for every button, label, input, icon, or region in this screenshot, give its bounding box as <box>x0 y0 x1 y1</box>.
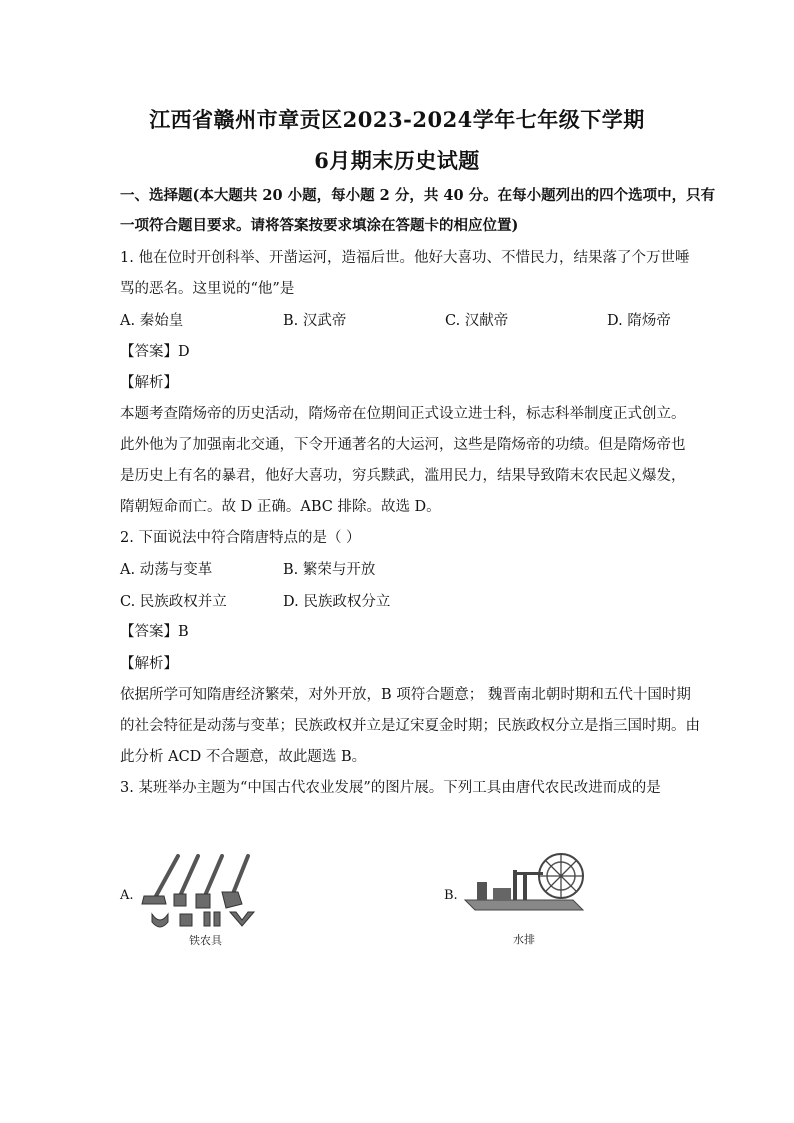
q2-option-d: D. 民族政权分立 <box>283 594 391 610</box>
q1-stem-line-2: 骂的恶名。这里说的“他”是 <box>120 281 295 297</box>
q2-analysis-label: 【解析】 <box>120 656 178 672</box>
water-bellows-image <box>463 850 587 914</box>
section-heading-line-2: 一项符合题目要求。请将答案按要求填涂在答题卡的相应位置) <box>120 217 519 234</box>
q1-analysis-label: 【解析】 <box>120 375 178 391</box>
q3-figure-a-label: A. <box>120 888 134 903</box>
q2-analysis-line: 此分析 ACD 不合题意，故此题选 B。 <box>120 749 367 765</box>
q2-analysis-line: 依据所学可知隋唐经济繁荣，对外开放，B 项符合题意； 魏晋南北朝时期和五代十国时期 <box>120 687 691 703</box>
section-heading-line-1: 一、选择题(本大题共 20 小题，每小题 2 分，共 40 分。在每小题列出的四个选项中，只有 <box>120 187 716 204</box>
q1-answer: 【答案】D <box>120 344 190 360</box>
q1-stem-line-1: 1. 他在位时开创科举、开凿运河，造福后世。他好大喜功、不惜民力，结果落了个万世唾 <box>120 250 690 266</box>
q3-stem: 3. 某班举办主题为“中国古代农业发展”的图片展。下列工具由唐代农民改进而成的是 <box>120 780 661 796</box>
q2-option-b: B. 繁荣与开放 <box>283 562 376 578</box>
q3-figure-b-label: B. <box>444 888 458 903</box>
q1-option-c: C. 汉献帝 <box>445 313 509 329</box>
iron-farm-tools-image <box>138 852 266 932</box>
q2-answer: 【答案】B <box>120 624 189 640</box>
page-subtitle: 6月期末历史试题 <box>314 148 480 173</box>
q2-option-a: A. 动荡与变革 <box>120 562 213 578</box>
q1-analysis-line: 此外他为了加强南北交通，下令开通著名的大运河，这些是隋炀帝的功绩。但是隋炀帝也 <box>120 437 686 453</box>
q1-option-a: A. 秦始皇 <box>120 313 184 329</box>
q2-stem: 2. 下面说法中符合隋唐特点的是（ ） <box>120 530 361 546</box>
q3-figure-b-caption: 水排 <box>513 933 535 946</box>
q1-analysis-line: 是历史上有名的暴君，他好大喜功，穷兵黩武，滥用民力，结果导致隋末农民起义爆发， <box>120 468 686 484</box>
q2-analysis-line: 的社会特征是动荡与变革；民族政权并立是辽宋夏金时期；民族政权分立是指三国时期。由 <box>120 718 700 734</box>
q1-analysis-line: 本题考查隋炀帝的历史活动，隋炀帝在位期间正式设立进士科，标志科举制度正式创立。 <box>120 406 686 422</box>
q1-analysis-line: 隋朝短命而亡。故 D 正确。ABC 排除。故选 D。 <box>120 499 441 515</box>
q2-option-c: C. 民族政权并立 <box>120 594 227 610</box>
page-title: 江西省赣州市章贡区2023-2024学年七年级下学期 <box>149 107 645 132</box>
q3-figure-a-caption: 铁农具 <box>189 934 222 947</box>
q1-option-b: B. 汉武帝 <box>283 313 347 329</box>
q1-option-d: D. 隋炀帝 <box>607 313 671 329</box>
